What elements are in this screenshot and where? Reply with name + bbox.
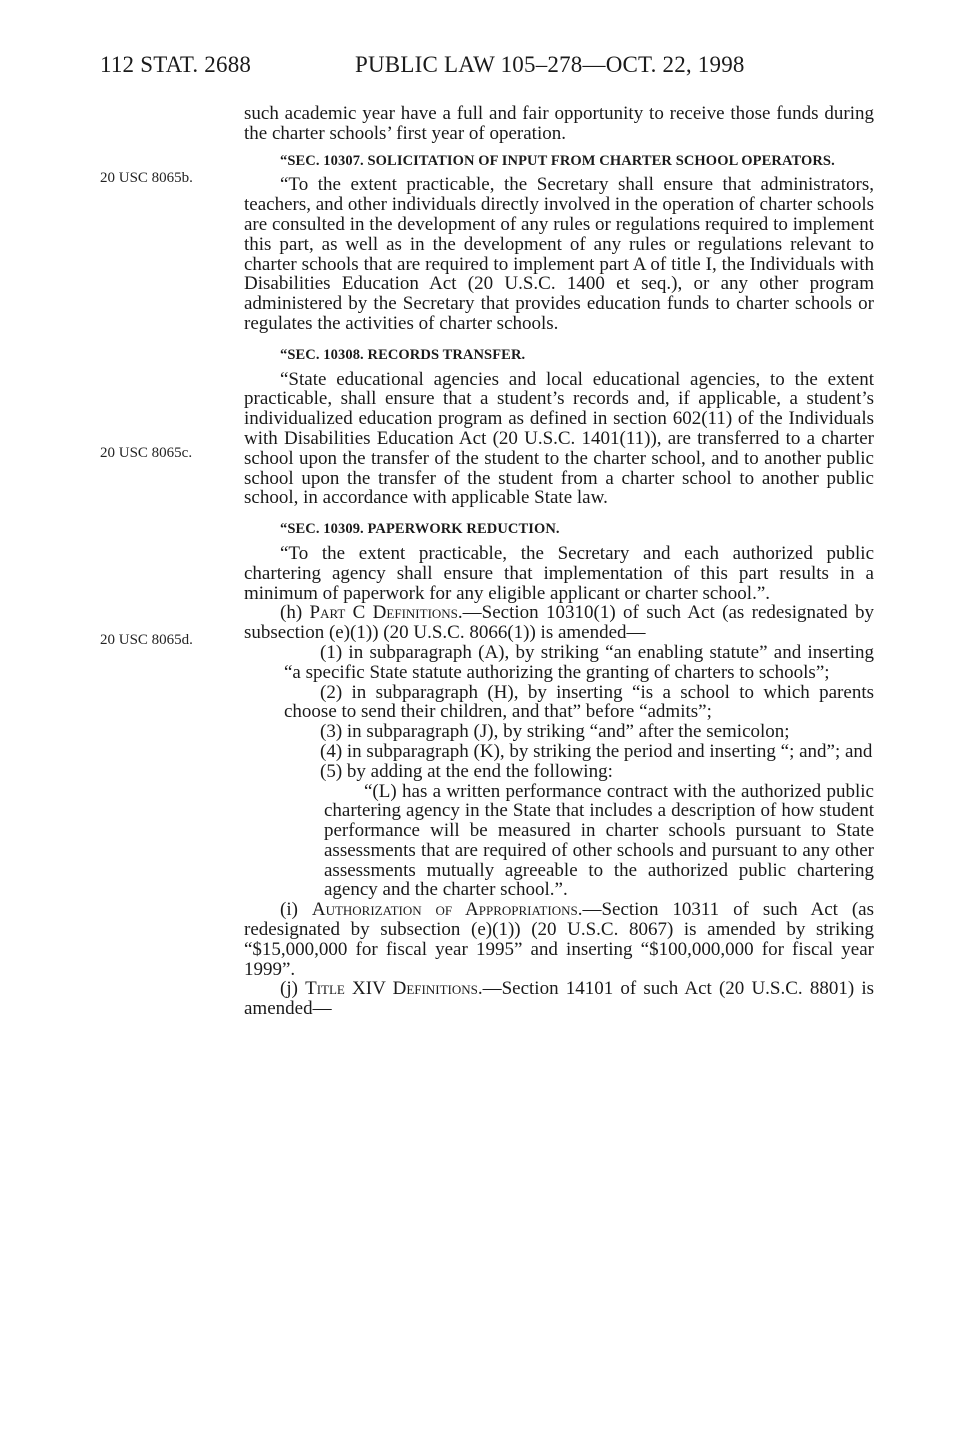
margin-note-8065c: 20 USC 8065c. xyxy=(100,445,193,461)
subsection-h-label: (h) xyxy=(280,602,303,624)
subsection-h-text: —Section 10310(1) of such Act (as redesignated by subsection (e)(1)) (20 U.S.C. 8066(1)) is amended— xyxy=(244,602,874,644)
subsection-h-caption: Part C Definitions. xyxy=(309,602,463,624)
section-10309-heading: “SEC. 10309. PAPERWORK REDUCTION. xyxy=(280,521,560,538)
subparagraph-L-quote: “(L) has a written performance contract with the authorized public chartering agency in the State that includes a description of how student performance will be measured in charter schools pursuant to State assessments that are required of other schools and pursuant to any other assessments mutually agreeable to the authorized public chartering agency and the charter school.”. xyxy=(324,780,874,901)
margin-note-8065d: 20 USC 8065d. xyxy=(100,632,193,648)
subsection-i-label: (i) xyxy=(280,899,298,921)
subsection-h xyxy=(244,603,874,643)
intro-paragraph: such academic year have a full and fair opportunity to receive those funds during the charter schools’ first year of operation. xyxy=(244,103,874,144)
subsection-h-item-5: (5) by adding at the end the following: xyxy=(320,760,613,782)
subsection-h-item-1: (1) in subparagraph (A), by striking “an enabling statute” and inserting “a specific State statute authorizing the granting of charters to schools”; xyxy=(284,641,874,683)
subsection-h-item-4: (4) in subparagraph (K), by striking the period and inserting “; and”; and xyxy=(320,740,873,762)
page-header xyxy=(100,52,880,88)
section-10308-text: “State educational agencies and local educational agencies, to the extent practicable, shall ensure that a student’s records and, if applicable, a student’s individualized education program as defined in section 602(11) of the Individuals with Disabilities Education Act (20 U.S.C. 1401(11)), are transferred to a charter school upon the transfer of the student to the charter school, and to another public school upon the transfer of the student from a charter school to another public school, in accordance with applicable State law. xyxy=(244,368,874,509)
subsection-j-caption: Title XIV Definitions. xyxy=(305,978,483,1000)
law-citation: PUBLIC LAW 105–278—OCT. 22, 1998 xyxy=(355,52,745,77)
subsection-h-item-2: (2) in subparagraph (H), by inserting “is a school to which parents choose to send their children, and that” before “admits”; xyxy=(284,681,874,723)
page-number: 112 STAT. 2688 xyxy=(100,52,252,77)
section-10309-text: “To the extent practicable, the Secretary and each authorized public chartering agency shall ensure that implementation of this part results in a minimum of paperwork for any eligible applicant or charter school.”. xyxy=(244,542,874,604)
subsection-i xyxy=(244,900,874,979)
subsection-j-text: —Section 14101 of such Act (20 U.S.C. 8801) is amended— xyxy=(244,978,874,1020)
margin-note-8065b: 20 USC 8065b. xyxy=(100,170,193,186)
subsection-i-text: —Section 10311 of such Act (as redesignated by subsection (e)(1)) (20 U.S.C. 8067) is amended by striking “$15,000,000 for fiscal year 1995” and inserting “$100,000,000 for fiscal year 1999”. xyxy=(244,899,875,980)
body-text xyxy=(244,104,874,1019)
subsection-i-caption: Authorization of Appropriations. xyxy=(311,899,583,921)
section-10307-heading: “SEC. 10307. SOLICITATION OF INPUT FROM CHARTER SCHOOL OPERATORS. xyxy=(280,152,835,169)
section-10308-heading: “SEC. 10308. RECORDS TRANSFER. xyxy=(280,346,526,363)
section-10307-text: “To the extent practicable, the Secretary shall ensure that administrators, teachers, and other individuals directly involved in the operation of charter schools are consulted in the development of any rules or regulations required to implement this part, as well as in the development of any rules or regulations relevant to charter schools that are required to implement part A of title I, the Individuals with Disabilities Education Act (20 U.S.C. 1400 et seq.), or any other program administered by the Secretary that provides education funds to charter schools or regulates the activities of charter schools. xyxy=(244,174,874,334)
subsection-j-label: (j) xyxy=(280,978,298,1000)
subsection-j xyxy=(244,979,874,1019)
subsection-h-item-3: (3) in subparagraph (J), by striking “and” after the semicolon; xyxy=(320,721,790,743)
